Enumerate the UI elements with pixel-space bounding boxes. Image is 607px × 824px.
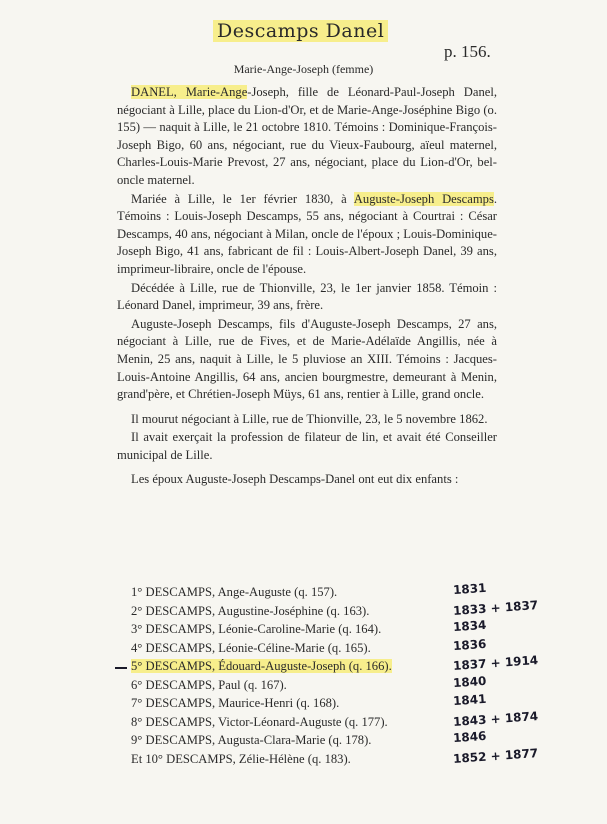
death-paragraph: Décédée à Lille, rue de Thionville, 23, le 1er janvier 1858. Témoin : Léonard Danel, imprimeur, 39 ans, frère. [117, 280, 497, 313]
marriage-text-a: Mariée à Lille, le 1er février 1830, à [131, 191, 354, 206]
list-item [117, 597, 597, 623]
child-entry: 8° DESCAMPS, Victor-Léonard-Auguste (q. 177). [131, 714, 388, 729]
list-item [117, 617, 597, 641]
profession-paragraph: Il avait exerçait la profession de filateur de lin, et avait été Conseiller municipal de Lille. [117, 430, 497, 462]
handwritten-note: 1852 + 1877 [452, 745, 539, 766]
handwritten-note: 1840 [452, 673, 487, 690]
child-entry: 1° DESCAMPS, Ange-Auguste (q. 157). [131, 585, 338, 599]
list-item [117, 745, 597, 771]
highlighted-name: DANEL, Marie-Ange [131, 85, 248, 99]
handwritten-note: 1834 [452, 617, 487, 635]
marriage-text-b: . Témoins : Louis-Joseph Descamps, 55 ans, négociant à Courtrai : César Descamps, 40 ans, négociant à Milan, oncle de l'époux ; Louis-Dominique-Joseph Bigo, 41 ans, fabricant de fil : Louis-Albert-Joseph Danel, 39 ans, imprimeur-libraire, oncle de l'épouse. [117, 191, 497, 276]
handwritten-note: 1836 [452, 636, 487, 653]
children-list [117, 580, 597, 770]
birth-text: -Joseph, fille de Léonard-Paul-Joseph Danel, négociant à Lille, place du Lion-d'Or, et de Marie-Ange-Joséphine Bigo (o. 155) — naquit à Lille, le 21 octobre 1810. Témoins : Dominique-François-Joseph Bigo, 60 ans, négociant, rue du Vieux-Faubourg, aïeul maternel, Charles-Louis-Marie Prevost, 27 ans, négociant, place du Lion-d'Or, bel-oncle maternel. [117, 85, 497, 187]
marriage-paragraph [117, 191, 497, 279]
record-body [117, 84, 497, 490]
spouse-birth-paragraph: Auguste-Joseph Descamps, fils d'Auguste-Joseph Descamps, 27 ans, négociant à Lille, rue de Fives, et de Marie-Adélaïde Angillis, née à Menin, 25 ans, naquit à Lille, le 5 pluviose an XIII. Témoins : Jacques-Louis-Antoine Angillis, 64 ans, ancien bourgmestre, demeurant à Menin, grand'père, et Chrétien-Joseph Müys, 61 ans, rentier à Lille, grand oncle. [117, 316, 497, 402]
handwritten-note: 1833 + 1837 [452, 597, 539, 618]
list-item [117, 653, 597, 678]
list-item [117, 708, 597, 734]
page-title: Descamps Danel [213, 20, 388, 42]
handwritten-note: 1841 [452, 691, 487, 709]
child-entry: 7° DESCAMPS, Maurice-Henri (q. 168). [131, 696, 340, 710]
child-entry: 9° DESCAMPS, Augusta-Clara-Marie (q. 178). [131, 733, 372, 747]
page-reference: p. 156. [444, 42, 491, 61]
child-entry: Et 10° DESCAMPS, Zélie-Hélène (q. 183). [131, 751, 351, 766]
child-entry: 5° DESCAMPS, Édouard-Auguste-Joseph (q. 166). [131, 659, 392, 673]
spouse-death-paragraph: Il mourut négociant à Lille, rue de Thionville, 23, le 5 novembre 1862. [131, 411, 488, 426]
children-intro: Les époux Auguste-Joseph Descamps-Danel ont eut dix enfants : [131, 472, 459, 487]
child-entry: 6° DESCAMPS, Paul (q. 167). [131, 677, 287, 692]
handwritten-note: 1846 [452, 728, 487, 746]
subtitle: Marie-Ange-Joseph (femme) [233, 62, 374, 76]
list-item [117, 673, 597, 697]
birth-paragraph [117, 84, 497, 190]
child-entry: 3° DESCAMPS, Léonie-Caroline-Marie (q. 164). [131, 622, 382, 636]
child-entry: 4° DESCAMPS, Léonie-Céline-Marie (q. 165). [131, 640, 371, 655]
handwritten-note: 1831 [452, 580, 487, 598]
highlighted-spouse: Auguste-Joseph Descamps [353, 191, 494, 206]
margin-dash [115, 667, 127, 669]
handwritten-note: 1843 + 1874 [452, 708, 539, 729]
child-entry: 2° DESCAMPS, Augustine-Joséphine (q. 163). [131, 603, 370, 618]
handwritten-note: 1837 + 1914 [452, 653, 539, 673]
